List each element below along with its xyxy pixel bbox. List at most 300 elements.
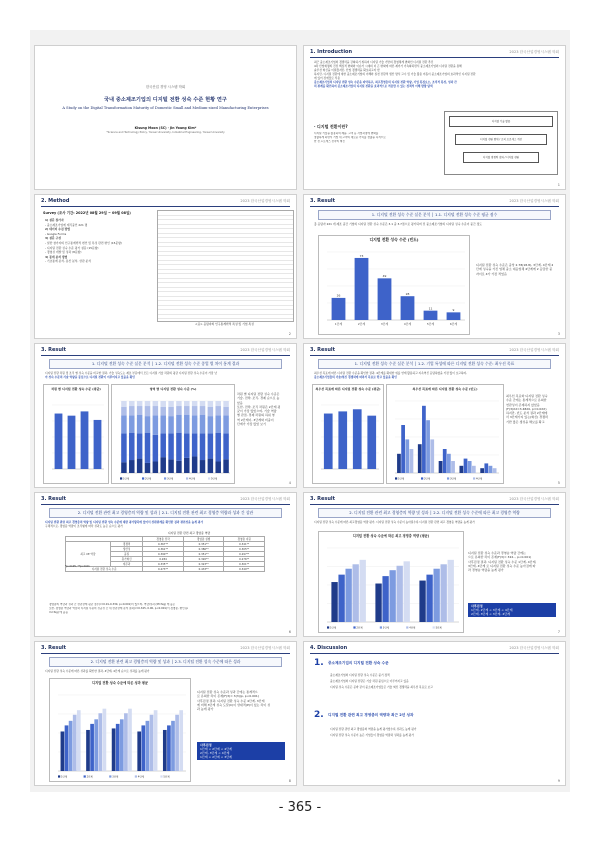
bar [103,709,107,771]
column-header: 경영층 지원 [224,537,265,542]
bar [331,582,337,622]
slide-page-number: 2 [288,332,291,336]
cell: 0.351** [183,552,224,557]
dimension-avg-chart [43,384,109,484]
section-title: 3. Result [41,496,66,502]
result-bullet: 디지털 전환 차원 및 조직 별 성숙 수준을 비교한 결과, 기술 성숙도는 제조 부문에서 모든 디지털 기술 차원의 평균 디지털 전환 성숙 수준이 가장 낮 [45,371,217,375]
note-line: 차원 별 디지털 전환 성숙 수준은 [237,392,280,396]
dimension-stacked-chart [111,384,235,484]
slide-method [34,194,297,339]
concept-diagram [444,111,558,175]
legend-swatch [142,477,144,479]
conference-tag: 2023 한국산업경영시스템 학회 [509,646,559,650]
stacked-bar-segment [145,463,151,473]
note-line: 기반 많은 생성을 해보를 확고 [506,419,545,424]
stacked-bar-segment [153,435,159,462]
bar [441,564,447,622]
stacked-bar-segment [160,401,166,407]
slide-title-en: A Study on the Digital Transformation Maturity of Domestic Small and Medium-sized Manufacturing Enterprises [62,106,269,110]
slide-result-competency [303,492,566,637]
stacked-bar-segment [208,416,214,433]
stacked-bar-segment [223,407,229,416]
column-header: 경영층 전략 [143,537,184,542]
note-line: 경영층의 역량과 성과 간 상관관계 평균 점수(r=0.01-0.330, p<0.001)이 있으며, 역량/성과 (M=Sig) 에 높은 [49,603,176,606]
slide-page-number: 7 [557,630,560,634]
stacked-bar-segment [215,406,221,415]
affiliation: *Science and Technology Policy, Yonsei University, Industrial Engineering, Yonsei University [106,131,225,134]
result-bullets [45,520,290,528]
result-bullet: 중소제조기업들의 기술/혁신 경쟁력에 따라서 목표로 학고 있음을 확인 [314,375,397,379]
slide-result-maturity [303,194,566,339]
intro-bullet: 4차 산업혁명의 진전 핵심적 변화와 이슈가 시대의 더 큰 변화에 따른 제거가 가속화되면서 중소제조기업의 디지털 전환을 통해 [314,64,462,68]
legend-label: 2단계 [424,477,431,481]
stacked-bar-segment [137,415,143,434]
chart-title: 디지털 전환 성숙 수준에 따른 최고 경영층 역량 (평균) [352,534,430,538]
bar [154,710,158,771]
bar [464,459,468,473]
cell: 0.335** [143,562,184,567]
column-header: 경영층 실행 [183,537,224,542]
slide-page-number: 1 [557,183,560,187]
legend-swatch [406,626,408,628]
note-line: 별 관점, 경제 차원의 하위 영 [237,413,275,418]
stacked-bar-segment [160,407,166,416]
definition-line: 창출하게 되면서 기업 내 고객의 새로운 가치를 창출을 목적으로 [314,135,386,139]
result-bullet: 구체적으로, 경영층 역량이 조직형에 따라 성과도 높은 순으로 평가 [45,524,123,528]
bar [397,566,403,622]
method-item: - 경영성 개발 및 성과 (8문항) [45,250,82,255]
significance-note: *p<0.05, **p<0.01 [65,565,90,568]
slide-result-dimensions [34,343,297,488]
definition-line: 디지털 기술을 활용하여 제품, 고객 등 사업과정에 변화를 [314,132,379,135]
stacked-bar-segment [145,406,151,416]
bar [389,570,395,622]
performance-chart [49,678,191,782]
legend-swatch [327,626,329,628]
goal-freq-chart [386,384,504,484]
bar [167,725,171,771]
row-label: 경쟁력 [110,542,142,547]
bar [410,449,414,473]
header-rule [41,504,290,505]
bar [401,296,415,320]
stacked-bar-segment [168,401,174,407]
note-line: 3단계, 4단계 로 디지털 전환 성숙 수준 높아짐에 따 [468,563,536,568]
bar [345,569,351,622]
legend-swatch [186,477,188,479]
post-hoc-line: 1단계 < 2단계 < 3단계 [200,755,232,760]
stacked-bar-segment [192,433,198,456]
result-bullet: 디지털 전환 관련 최고 경영층의 역량 및 디지털 전환 성숙 수준에 대한 평가항목에 있어서 상관관계를 확인한 결과 관련성을 높게 평가 [45,520,203,524]
result-banner: 1. 디지털 전환 성숙 수준 실문 분석 │ 1.2. 기업 특성에 따른 디지털 전환 성숙 수준: 최우선 목표 [318,359,551,369]
tick-label: 3단계 [380,322,389,326]
result-bullets [45,371,290,379]
note-line: 서 3단계가지 있는(혁신) 경쟁력 [506,415,548,420]
result-banner: 1. 디지털 전환 성숙 수준 실문 분석 │ 1.2. 디지털 전환 성숙 수준 종업 별 차이 통계 결과 [49,359,282,369]
cell: 0.284 [143,557,184,562]
cell: 0.301** [224,562,265,567]
chart-svg [313,399,383,479]
legend-label: 3단계 [167,477,174,481]
section-title: 3. Result [310,347,335,353]
discussion-heading: 중소제조기업의 디지털 전환 성숙 수준 [328,661,389,665]
bar [426,420,430,473]
result-banner: 1. 디지털 전환 성숙 수준 실문 분석 │ 1.1. 디지털 전환 성숙 수준 평균 점수 [318,210,551,220]
data-label: 28 [405,292,410,296]
row-group: 최고 CE 역량 [66,542,111,567]
post-hoc-line: 1단계, 2단계 < 3단계 < 4단계 [471,608,513,613]
header-rule [41,653,290,654]
stacked-bar-segment [176,461,182,473]
stacked-bar-segment [176,401,182,406]
stacked-bar-segment [168,416,174,433]
bar [355,258,369,320]
stacked-bar-segment [223,401,229,407]
chart-title: 최우선 목표에 따른 디지털 전환 성숙 수준 (평균) [315,387,381,391]
slide-page-number: 9 [557,779,560,783]
stacked-bar-segment [129,460,135,473]
note-line: 라 경영층 역량을 높게 평가 [468,568,504,573]
legend-swatch [395,477,397,479]
bar [472,466,476,473]
page-sheet [30,30,570,792]
bar [175,715,179,771]
legend-swatch [135,775,137,777]
stacked-bar-segment [215,433,221,462]
legend-swatch [164,477,166,479]
post-hoc-title: 사후검정 [200,743,212,747]
post-hoc-box [468,603,556,617]
note-line: (F(3)X2=3.4820, p=0.0XX) [506,406,547,411]
stacked-bar-segment [137,401,143,406]
stacked-bar-segment [160,457,166,473]
legend-label: 5단계 [211,477,218,481]
discussion-bullet: 디지털 성숙 수준은 곧바 같이 중소제조기업들은 기술 혁신 경쟁력을 최우선 목표로 보고 [330,685,433,689]
bar [81,411,89,469]
chart-svg [44,399,108,479]
stacked-bar-segment [176,406,182,415]
intro-bullet: 최근 중소제조기업의 경쟁력을 강화하기 위하여 디지털 기술 기반의 경영체계 변화인 디지털 전환 추진 [314,60,434,64]
cell: 0.351** [183,542,224,547]
legend-label: 1단계 [123,477,130,481]
note-line: 사후검정 결과, 디지털 전환 성숙 수준 1단계, 4단계, [468,559,537,564]
method-item: - 중소제조기업에 재직중인 221 명 [45,222,88,227]
stacked-bar-segment [129,433,135,460]
conference-tag: 2023 한국산업경영시스템 학회 [509,199,559,203]
slide-page-number: 3 [557,332,560,336]
legend-label: 5단계 [435,626,442,630]
note-line: 또한, 전략, 조직 차원은 2단계 평 [237,404,281,409]
legend-label: 5단계 [163,775,170,779]
discussion-bullet: 디지털 전환 관련 최고 경영층의 역량을 높게 평가할수록 성과도 높게 평가 [330,727,417,731]
stacked-bar-segment [223,459,229,473]
header-rule [310,206,559,207]
stacked-bar-segment [121,401,127,407]
stacked-bar-segment [208,459,214,473]
stacked-bar-segment [153,461,159,473]
bar [141,725,145,771]
cell: 0.386** [183,547,224,552]
legend-swatch [84,775,86,777]
legend-swatch [473,477,475,479]
stacked-bar-segment [153,415,159,434]
stacked-bar-segment [145,433,151,463]
note-line: 디지털 전환 성숙 수준과 경영층 역량 간에는 [468,551,526,555]
chart-title: 디지털 전환 성숙 수준 (빈도) [369,237,419,242]
survey-period: Survey (조사 기간: 2022년 08월 29일 ~ 09월 08일) [43,211,131,215]
cell: 0.390** [143,552,184,557]
bar [419,581,425,622]
bar [448,560,454,622]
bar [367,416,376,469]
stacked-bar-segment [215,415,221,432]
slide-result-priority-goal [303,343,566,488]
section-title: 3. Result [41,347,66,353]
note-line: 자이로 4가 가장 적었음 [476,271,507,276]
bar [401,425,405,473]
note-line: 최우선 목표와 디지털 전환 성숙 [506,394,548,398]
result-banner: 2. 디지털 전환 관련 최고 경영층의 역량 및 성과 │ 2.1. 디지털 전환 관련 최고 경영층 역량과 성과 간 상관 [49,508,282,518]
bar [137,731,141,771]
bar [179,710,183,771]
note-line: 과 높게 평가 [197,707,214,712]
legend-label: 2단계 [356,626,363,630]
cell: 0.340** [224,567,265,572]
stacked-bar-segment [168,459,174,473]
bar [439,461,443,473]
stacked-bar-segment [184,401,190,406]
bar [94,420,102,469]
maturity-chart [318,235,470,335]
stacked-bar-segment [121,407,127,416]
discussion-number: 2. [314,710,324,720]
stacked-bar-segment [168,407,174,416]
conference-tag: 2023 한국산업경영시스템 학회 [240,199,290,203]
definition-box [314,124,414,166]
stacked-bar-segment [215,401,221,406]
slide-page-number: 8 [288,779,291,783]
competency-chart [318,531,464,633]
post-hoc-line: 2단계, 3단계 < 3단계, 4단계 [471,612,511,617]
stacked-bar-segment [176,433,182,461]
table-row [66,567,265,572]
slide-discussion [303,641,566,786]
stacked-bar-segment [145,416,151,433]
tick-label: 4단계 [403,322,412,326]
bar [338,411,347,469]
data-label: 9 [452,308,455,313]
legend-label: 3단계 [112,775,119,779]
correlation-table [65,536,265,572]
bar [68,416,76,469]
intro-bullet: 중소제조기업의 디지털 전환 성숙 수준을 파악하고, 최고경영층의 디지털 전환 역량, 기업 특징요소, 조직적 특성, 성과 간 [314,80,457,84]
bar [382,576,388,622]
result-banner: 2. 디지털 전환 관련 최고 경영층의 역량 및 성과 │ 2.3. 디지털 전환 성숙 수준에 따른 성과 [49,657,282,667]
bar [480,468,484,473]
chart-svg [319,246,469,330]
bar [146,721,150,771]
bar [120,719,124,771]
note-line: 사후검정 결과, 디지털 전환 성숙 수준 4단계, 3단계 [197,698,265,703]
legend-label: 1단계 [330,626,337,630]
result-bullet: 최우선 목표에 따른 디지털 전환 수준을 확인한 결과, 4단계를 확대한 위를 연계 활용하고 지속역신 응답하였을 가장 많이 보고하며, [314,371,467,375]
intro-bullet: 솔루션 혁신을 이뤄왔지만, 산업 경쟁력을 확보하고자 함 [314,68,380,72]
goal-avg-chart [312,384,384,484]
intro-bullet: 의 관계를 확인하여 중소제조기업의 디지털 전환을 효과적으로 적용할 수 있는 정책적 이해 방향 탐색 [314,84,433,88]
chart-svg [50,689,190,779]
bar [55,414,63,469]
bar [73,715,77,771]
cell: 0.433** [183,567,224,572]
bar [324,414,333,469]
bar [418,444,422,473]
stacked-bar-segment [129,406,135,415]
intro-bullet: 에 있어 장애물로 작용 [314,76,340,80]
conference-tag: 2023 한국산업경영시스템 학회 [240,348,290,352]
section-title: 1. Introduction [310,49,353,55]
bar [489,466,493,473]
bar [171,721,175,771]
discussion-number: 1. [314,658,324,668]
result-note [476,263,553,276]
cell: 0.323** [183,562,224,567]
legend-label: 1단계 [398,477,405,481]
chart-title: 디지털 전환 성숙 수준에 따른 성과 평균 [92,681,148,685]
stacked-bar-segment [145,401,151,406]
note-line: 하지만, 빈도 분석 결과 2단계에 [506,411,548,416]
stacked-bar-segment [168,433,174,459]
legend-label: 4단계 [189,477,196,481]
stacked-bar-segment [200,460,206,473]
chart-title: 최우선 목표에 따른 디지털 전환 성숙 수준 (빈도) [412,387,478,391]
stacked-bar-segment [208,407,214,416]
stacked-bar-segment [184,415,190,434]
chart-title: 차원 별 디지털 전환 성숙 수준 (평균) [51,387,101,391]
stacked-bar-segment [200,406,206,415]
legend-swatch [447,477,449,479]
note-line: 디지털 전환 성숙 수준은 중앙 2.78(18.8), 3단계, 4단계 4 [476,263,554,267]
slide-title [34,45,297,190]
conference-tag: 2023 한국산업경영시스템 학회 [509,50,559,54]
bar [443,449,447,473]
conference-tag: 2023 한국산업경영시스템 학회 [509,348,559,352]
diagram-box: 디지털 전환 범위 / 조직 프로세스 개선 [455,134,547,145]
bar [124,713,128,771]
cell: 0.341** [224,542,265,547]
result-bullet: 아 성숙 수준의 기술 역량을 중심으로 디지털 전환이 이루어지고 있음을 확인 [45,375,135,379]
bar [90,724,94,771]
cell: 0.276** [224,557,265,562]
bar [338,575,344,622]
bar [433,569,439,622]
bar [61,731,65,771]
stacked-bar-segment [153,401,159,406]
legend-swatch [58,775,60,777]
stacked-bar-segment [129,401,135,406]
tick-label: 5단계 [426,322,435,326]
legend-label: 4단계 [476,477,483,481]
note-line: 에 비해 3단계 성숙 도달(C)이 상대적(P)이 있는 차이 성 [197,702,271,707]
conference-tag: 2023 한국산업경영시스템 학회 [240,497,290,501]
table-caption: <표> 응답자의 인구통계학적 특성 및 기업 특성 [195,322,254,326]
method-item: - Google Forms [45,231,67,236]
note-line: 연관성이 존재하지 않았음 [506,402,540,407]
discussion-bullet: 중소제조기업의 디지털 전환은 기술 차원 중심으로 이루어지고 있음 [330,679,409,683]
note-line: 수준 간에는 통계적으로 유의한 [506,398,547,403]
result-bullet: 디지털 전환 성숙 수준에 따른 성과를 확인한 결과, 4단계, 4단계 순으로 성과를 높게 평가 [45,669,150,673]
section-title: 3. Result [41,645,66,651]
definition-line: 한 전 프로세스 전략의 혁신 [314,139,345,143]
stacked-bar-segment [200,415,206,434]
tick-label: 1단계 [334,322,343,326]
legend-swatch [353,626,355,628]
bar [468,461,472,473]
legend-swatch [120,477,122,479]
method-item: 3) 설문 구성 [45,236,61,241]
conference-tag: 2023 한국산업경영시스템 학회 [240,646,290,650]
legend-label: 4단계 [137,775,144,779]
bar [493,468,497,473]
data-label: 26 [336,293,341,298]
stacked-bar-segment [160,415,166,433]
bar [94,719,98,771]
chart-svg [319,542,463,630]
bar [447,454,451,473]
legend-label: 3단계 [450,477,457,481]
method-item: 2) 데이터 수집 방법 [45,227,71,232]
post-hoc-box [197,742,285,760]
bar [430,439,434,473]
header-rule [310,653,559,654]
bar [353,564,359,622]
bar [116,724,120,771]
bar [405,439,409,473]
stacked-bar-segment [192,406,198,415]
data-label: 11 [428,306,433,311]
stacked-bar-segment [160,433,166,457]
bar [422,406,426,473]
bar [128,709,132,771]
result-note [468,551,536,572]
bar [163,730,167,771]
stacked-bar-segment [192,415,198,433]
stacked-bar-segment [137,459,143,473]
section-title: 4. Discussion [310,645,348,651]
header-rule [41,355,290,356]
slide-page-number: 6 [288,630,291,634]
slide-page-number: 4 [288,481,291,485]
header-rule [310,355,559,356]
section-title: 2. Method [41,198,70,204]
bar [65,725,69,771]
legend-swatch [160,775,162,777]
discussion-bullets [330,726,559,738]
stacked-bar-segment [121,433,127,462]
chart-svg [387,395,503,481]
bar [397,454,401,473]
method-item: 1) 설문 참가자 [45,218,64,222]
discussion-heading: 디지털 전환 관련 최고 경영층의 역량과 최근 2년 성과 [328,713,414,717]
data-label: 49 [382,274,387,279]
cell: 0.320** [183,557,224,562]
cell: 0.305** [224,547,265,552]
legend-swatch [380,626,382,628]
row-label: 재무과 [110,562,142,567]
legend-label: 1단계 [61,775,68,779]
post-hoc-line: 1단계 < 2단계 < 4단계 [200,747,232,752]
slide-result-correlation [34,492,297,637]
bar [150,715,154,771]
